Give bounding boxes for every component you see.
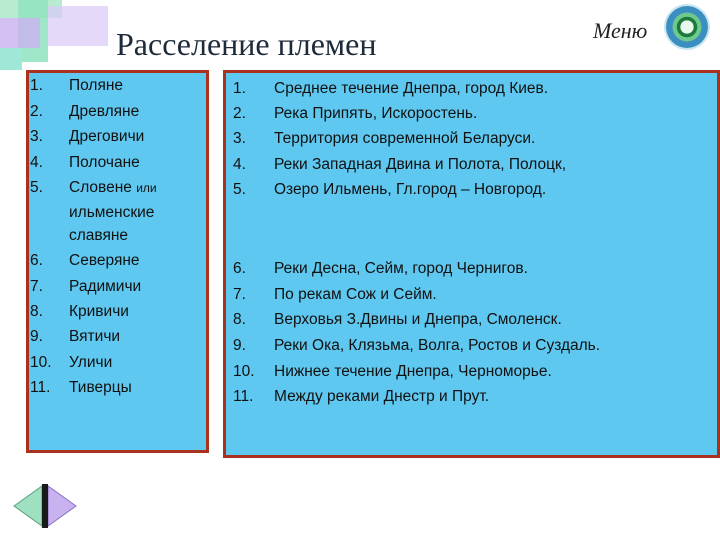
menu-link[interactable]: Меню bbox=[593, 18, 648, 43]
page-title: Расселение племен bbox=[116, 26, 377, 62]
decor-block bbox=[48, 6, 108, 46]
navigation-arrow-icon[interactable] bbox=[12, 482, 78, 530]
menu-circle-icon[interactable] bbox=[666, 6, 708, 48]
decor-block bbox=[0, 48, 22, 70]
decor-block bbox=[0, 18, 40, 48]
